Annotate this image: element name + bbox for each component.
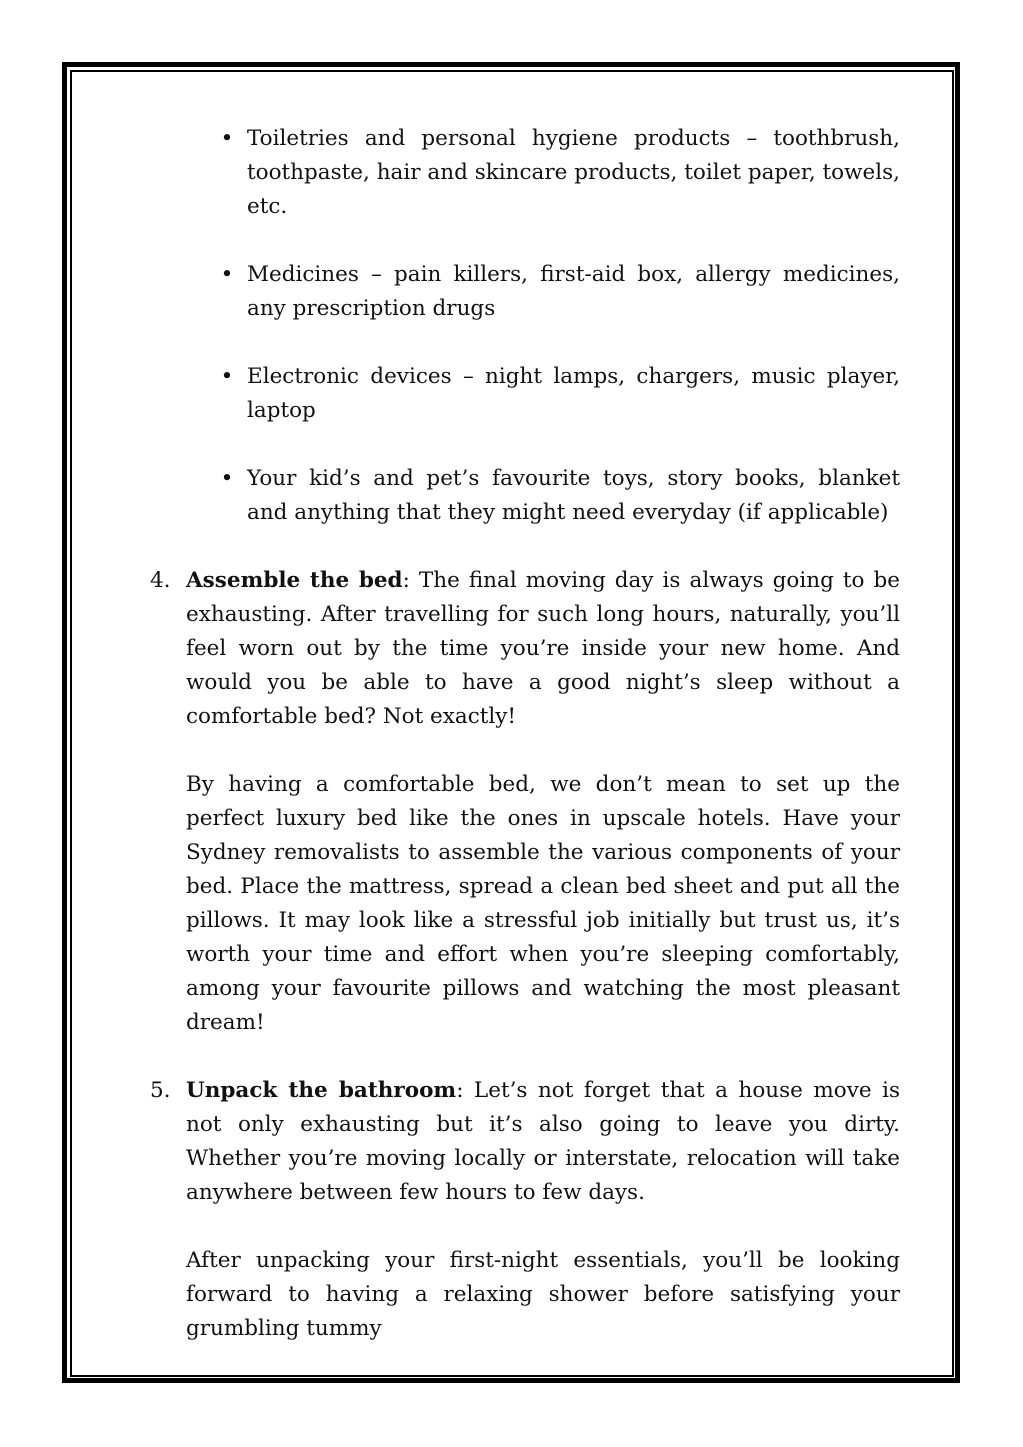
- essentials-bullet-list: [150, 122, 900, 530]
- bullet-item-kids-pets: [220, 462, 900, 530]
- bullet-text: Electronic devices – night lamps, chargers, music player, laptop: [247, 364, 900, 423]
- step-heading: Assemble the bed: [186, 568, 403, 593]
- step-intro-text: : The final moving day is always going to be exhausting. After travelling for such long hours, naturally, you’ll feel worn out by the time you’re inside your new home. And would you be able to have a good night’s sleep without a comfortable bed? Not exactly!: [186, 568, 901, 729]
- document-body: [150, 122, 900, 1380]
- step-number: 5.: [150, 1078, 171, 1103]
- step-intro-paragraph: [186, 564, 900, 734]
- step-unpack-bathroom: [150, 1074, 900, 1346]
- steps-list: [150, 564, 900, 1346]
- bullet-text: Your kid’s and pet’s favourite toys, story books, blanket and anything that they might need everyday (if applicable): [247, 466, 900, 525]
- step-body-paragraph: By having a comfortable bed, we don’t mean to set up the perfect luxury bed like the ones in upscale hotels. Have your Sydney removalists to assemble the various components of your bed. Place the mattress, spread a clean bed sheet and put all the pillows. It may look like a stressful job initially but trust us, it’s worth your time and effort when you’re sleeping comfortably, among your favourite pillows and watching the most pleasant dream!: [186, 772, 900, 1035]
- bullet-item-electronics: [220, 360, 900, 428]
- bullet-item-medicines: [220, 258, 900, 326]
- bullet-icon: •: [220, 126, 234, 151]
- step-heading: Unpack the bathroom: [186, 1078, 457, 1103]
- bullet-icon: •: [220, 262, 234, 287]
- step-intro-text: : Let’s not forget that a house move is not only exhausting but it’s also going to leave you dirty. Whether you’re moving locally or interstate, relocation will take anywhere between few hours to few days.: [186, 1078, 900, 1205]
- step-number: 4.: [150, 568, 171, 593]
- bullet-icon: •: [220, 466, 234, 491]
- step-assemble-bed: [150, 564, 901, 1040]
- bullet-text: Toiletries and personal hygiene products – toothbrush, toothpaste, hair and skincare products, toilet paper, towels, etc.: [247, 126, 900, 219]
- bullet-text: Medicines – pain killers, first-aid box, allergy medicines, any prescription drugs: [247, 262, 900, 321]
- bullet-icon: •: [220, 364, 234, 389]
- bullet-item-toiletries: [220, 122, 900, 224]
- step-intro-paragraph: [186, 1074, 900, 1210]
- step-body-paragraph: After unpacking your first-night essentials, you’ll be looking forward to having a relaxing shower before satisfying your grumbling tummy: [186, 1248, 900, 1341]
